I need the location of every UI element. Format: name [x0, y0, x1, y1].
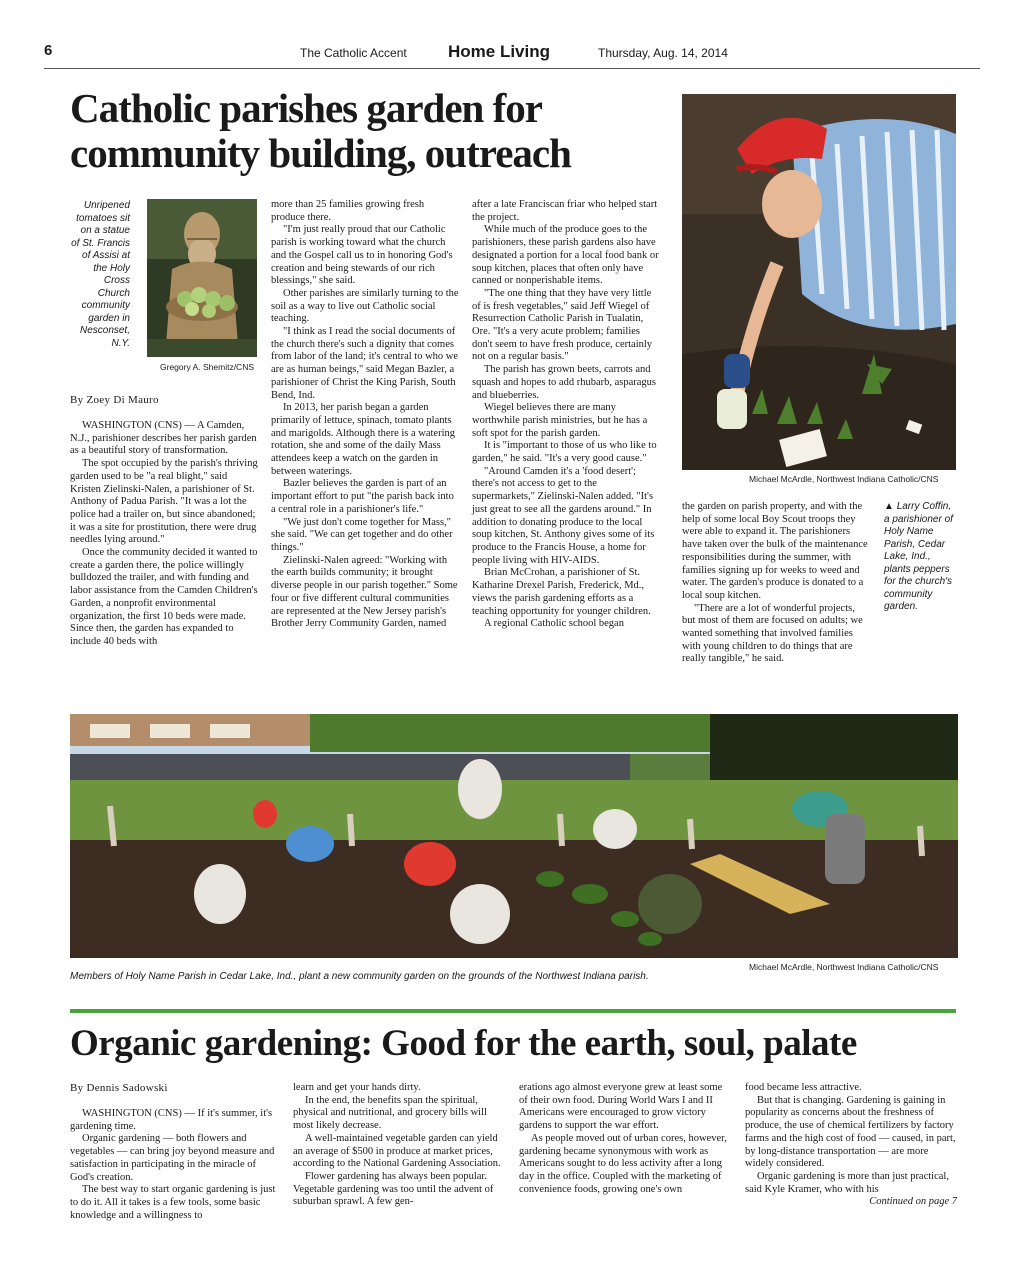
- section-divider: [70, 1009, 956, 1013]
- statue-photo-caption: Unripened tomatoes sit on a statue of St. Francis of Assisi at the Holy Cross Church community garden in Nesconset, N.Y.: [71, 200, 130, 349]
- page-header: [44, 40, 980, 69]
- paragraph: As people moved out of urban cores, however, gardening became synonymous with work as Americans sought to do less activity after a long day in the office. Coupled with the marketing of convenience foods, growing one's own: [519, 1132, 727, 1195]
- article1-headline: Catholic parishes garden for community building, outreach: [70, 85, 571, 176]
- gardener-photo: [682, 94, 956, 470]
- paragraph: more than 25 families growing fresh produce there.: [271, 199, 425, 223]
- paragraph: Other parishes are similarly turning to the soil as a way to live out Catholic social teaching.: [271, 287, 459, 325]
- article2-column-1: [70, 1108, 278, 1222]
- paragraph: It is "important to those of us who like to garden," he said. "It's a very good cause.": [472, 440, 657, 465]
- paragraph: The spot occupied by the parish's thriving garden used to be "a real blight," said Kristen Zielinski-Nalen, a parishioner of St. Anthony of Padua Parish. "It was a lot the police had a trailer on, but since abandoned; it was a site for prostitution, there were drug needles lying around.": [70, 458, 258, 546]
- article2-column-2: [293, 1082, 502, 1209]
- community-garden-photo-caption: Members of Holy Name Parish in Cedar Lake, Ind., plant a new community garden on the grounds of the Northwest Indiana parish.: [70, 971, 649, 982]
- article2-column-4: [745, 1082, 957, 1209]
- paragraph: WASHINGTON (CNS) — If it's summer, it's gardening time.: [70, 1108, 273, 1132]
- paragraph: The best way to start organic gardening is just to do it. All it takes is a few tools, some basic knowledge and a willingness to: [70, 1184, 276, 1221]
- paragraph: Once the community decided it wanted to create a garden there, the police willingly bulldozed the trailer, and with funding and labor assistance from the Camden Children's Garden, a nonprofit environmental organization, the first 10 beds were made. Since then, the garden has expanded to include 40 beds with: [70, 547, 258, 647]
- paragraph: "I think as I read the social documents of the church there's such a dignity that comes from labor of the land; it's central to who we are as human beings," said Megan Bazler, a parishioner of Christ the King Parish, South Bend, Ind.: [271, 326, 459, 401]
- article2-column-3: [519, 1082, 728, 1196]
- gardener-photo-caption: [884, 501, 956, 614]
- caret-up-icon: ▲: [884, 501, 894, 512]
- paragraph: the garden on parish property, and with the help of some local Boy Scout troops they were able to expand it. The parishioners have taken over the bulk of the maintenance responsibilities during the summer, with families signing up for weeks to weed and water. The garden's produce is donated to a local soup kitchen.: [682, 501, 868, 601]
- paragraph: Flower gardening has always been popular. Vegetable gardening was too until the advent of suburban sprawl. A few gen-: [293, 1170, 494, 1208]
- statue-photo: [147, 199, 257, 357]
- paragraph: In 2013, her parish began a garden primarily of lettuce, spinach, tomato plants and marigolds. Although there is a watering rotation, she and some of the daily Mass attendees keep a watch on the garden in between waterings.: [271, 402, 456, 477]
- paragraph: A well-maintained vegetable garden can yield an average of $500 in produce at market prices, according to the National Gardening Association.: [293, 1132, 501, 1170]
- article1-column-2: [271, 199, 459, 631]
- paragraph: WASHINGTON (CNS) — A Camden, N.J., parishioner describes her parish garden as a beautiful story of transformation.: [70, 420, 257, 457]
- paragraph: Wiegel believes there are many worthwhile parish ministries, but he has a soft spot for the parish garden.: [472, 402, 648, 439]
- paragraph: "I'm just really proud that our Catholic parish is working toward what the church and the Gospel call us to in honoring God's creation and being stewards of our rich blessings," she said.: [271, 224, 453, 287]
- paragraph: "There are a lot of wonderful projects, but most of them are focused on adults; we wanted something that involved families with young children to do things that are really tangible," he said.: [682, 602, 863, 665]
- paragraph: "We just don't come together for Mass," she said. "We can get together and do other things.": [271, 516, 453, 553]
- gardener-photo-credit: Michael McArdle, Northwest Indiana Catholic/CNS: [749, 474, 939, 484]
- issue-date: Thursday, Aug. 14, 2014: [598, 46, 728, 60]
- article1-column-3: [472, 199, 660, 631]
- paragraph: learn and get your hands dirty.: [293, 1082, 421, 1093]
- paragraph: erations ago almost everyone grew at least some of their own food. During World Wars I and II Americans were encouraged to grow victory gardens to support the war effort.: [519, 1082, 723, 1132]
- paragraph: "Around Camden it's a 'food desert'; there's not access to get to the supermarkets," Zielinski-Nalen added. "It's just great to see all the gardens around." In addition to donating produce to the local soup kitchen, St. Anthony gives some of its produce to the Francis House, a home for people living with HIV-AIDS.: [472, 465, 655, 566]
- caption-text: Larry Coffin, a parishioner of Holy Name Parish, Cedar Lake, Ind., plants peppers for the church's community garden.: [884, 501, 953, 612]
- paragraph: "The one thing that they have very little of is fresh vegetables," said Jeff Wiegel of Resurrection Catholic Parish in Tualatin, Ore. "It's a very acute problem; families don't seem to have fresh produce, certainly not on a regular basis.": [472, 287, 653, 363]
- paragraph: after a late Franciscan friar who helped start the project.: [472, 199, 658, 223]
- paragraph: Organic gardening — both flowers and vegetables — can bring joy beyond measure and satisfaction in participating in the miracle of God's creation.: [70, 1133, 275, 1183]
- community-garden-photo: [70, 714, 958, 958]
- paragraph: Zielinski-Nalen agreed: "Working with the earth builds community; it brought diverse people in our parish together." Some four or five different cultural communities are represented at the New Jersey parish's Brother Jerry Community Garden, named: [271, 554, 458, 630]
- statue-photo-credit: Gregory A. Shemitz/CNS: [160, 362, 255, 372]
- paragraph: A regional Catholic school began: [484, 618, 624, 630]
- paragraph: While much of the produce goes to the parishioners, these parish gardens also have designated a portion for a local food bank or soup kitchen, places that often only have canned or nonperishable items.: [472, 224, 659, 287]
- section-title: Home Living: [448, 42, 551, 61]
- paragraph: Brian McCrohan, a parishioner of St. Katharine Drexel Parish, Frederick, Md., views the parish gardening efforts as a teaching opportunity for younger children.: [472, 567, 651, 617]
- paragraph: food became less attractive.: [745, 1082, 862, 1093]
- article2-headline: Organic gardening: Good for the earth, soul, palate: [70, 1023, 857, 1064]
- paragraph: In the end, the benefits span the spiritual, physical and nutritional, and grocery bills will most likely decrease.: [293, 1094, 487, 1132]
- community-garden-photo-credit: Michael McArdle, Northwest Indiana Catholic/CNS: [749, 962, 939, 972]
- publication-name: The Catholic Accent: [300, 46, 407, 60]
- continued-on-page-7-link[interactable]: Continued on page 7: [869, 1196, 957, 1208]
- page-number: 6: [44, 42, 53, 59]
- article1-column-4: [682, 501, 870, 666]
- article1-byline: By Zoey Di Mauro: [70, 394, 159, 406]
- article1-column-1: [70, 420, 259, 649]
- paragraph: Organic gardening is more than just practical, said Kyle Kramer, who with his: [745, 1170, 949, 1195]
- paragraph: The parish has grown beets, carrots and squash and hopes to add rhubarb, asparagus and blueberries.: [472, 364, 656, 401]
- paragraph: But that is changing. Gardening is gaining in popularity as concerns about the freshness of produce, the use of chemical fertilizers by factory farms and the high cost of food — caused, in part, by long-distance transportation — are more widely considered.: [745, 1094, 956, 1170]
- paragraph: Bazler believes the garden is part of an important effort to put "the parish back into a central role in a parishioner's life.": [271, 478, 454, 515]
- article2-byline: By Dennis Sadowski: [70, 1082, 168, 1094]
